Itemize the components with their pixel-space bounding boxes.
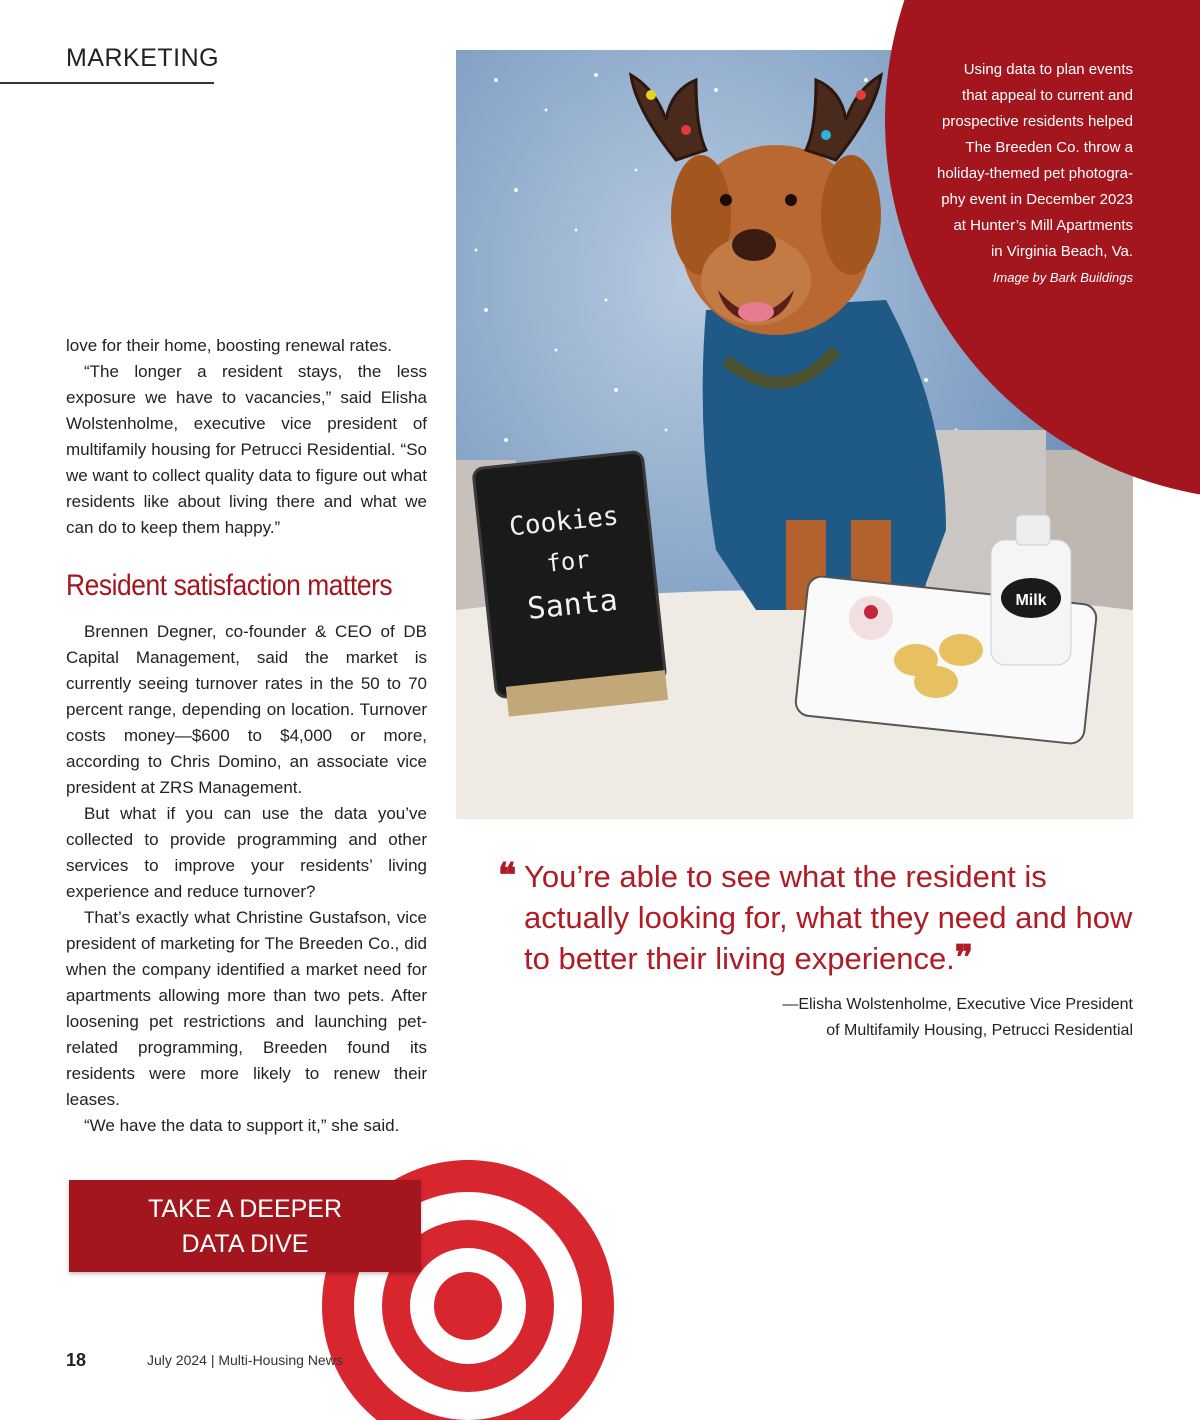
- close-quote-mark: ❞: [954, 940, 974, 977]
- sign-line-2: for: [545, 545, 592, 578]
- page-number: 18: [66, 1350, 87, 1370]
- section-label: MARKETING: [66, 44, 220, 72]
- open-quote-mark: ❝: [498, 858, 517, 895]
- sign-line-1: Cookies: [507, 501, 620, 543]
- deeper-data-dive-banner[interactable]: TAKE A DEEPER DATA DIVE: [69, 1180, 421, 1272]
- body-column-top: [66, 333, 427, 541]
- sign-line-3: Santa: [525, 582, 620, 628]
- section-rule: [0, 82, 214, 84]
- photo-credit: Image by Bark Buildings: [992, 270, 1133, 285]
- photo-caption: Using data to plan events that appeal to current and prospective residents helped The Breeden Co. throw a holiday-themed pet photogra- phy event in December 2023 at Hunter’s Mill Apartments in Virginia Beach, Va. Image by Bark Buildings: [893, 57, 1133, 291]
- body-paragraph: Brennen Degner, co-founder & CEO of DB Capital Management, said the market is currently seeing turnover rates in the 50 to 70 percent range, depending on location. Turnover costs money—$600 to $4,000 or more, according to Chris Domino, an associate vice president at ZRS Management.: [66, 622, 427, 797]
- body-paragraph: love for their home, boosting renewal rates.: [66, 336, 393, 355]
- body-paragraph: But what if you can use the data you’ve collected to provide programming and other services to improve your residents’ living experience and reduce turnover?: [66, 804, 427, 901]
- body-paragraph: “The longer a resident stays, the less exposure we have to vacancies,” said Elisha Wolstenholme, executive vice president of multifamily housing for Petrucci Residential. “So we want to collect quality data to figure out what residents like about living there and what we can do to keep them happy.”: [66, 362, 427, 537]
- section-heading: Resident satisfaction matters: [66, 569, 393, 602]
- body-paragraph: “We have the data to support it,” she said.: [84, 1116, 400, 1135]
- body-column-bottom: [66, 619, 427, 1139]
- milk-label: Milk: [1015, 592, 1047, 609]
- quote-attribution: —Elisha Wolstenholme, Executive Vice President of Multifamily Housing, Petrucci Residential: [782, 996, 1133, 1039]
- publication-footer: July 2024 | Multi-Housing News: [147, 1352, 343, 1368]
- pull-quote: ❝ You’re able to see what the resident is actually looking for, what they need and how to better their living experience.❞: [498, 858, 1133, 977]
- body-paragraph: That’s exactly what Christine Gustafson, vice president of marketing for The Breeden Co., did when the company identified a market need for apartments allowing more than two pets. After loosening pet restrictions and launching pet-related programming, Breeden found its residents were more likely to renew their leases.: [66, 908, 427, 1109]
